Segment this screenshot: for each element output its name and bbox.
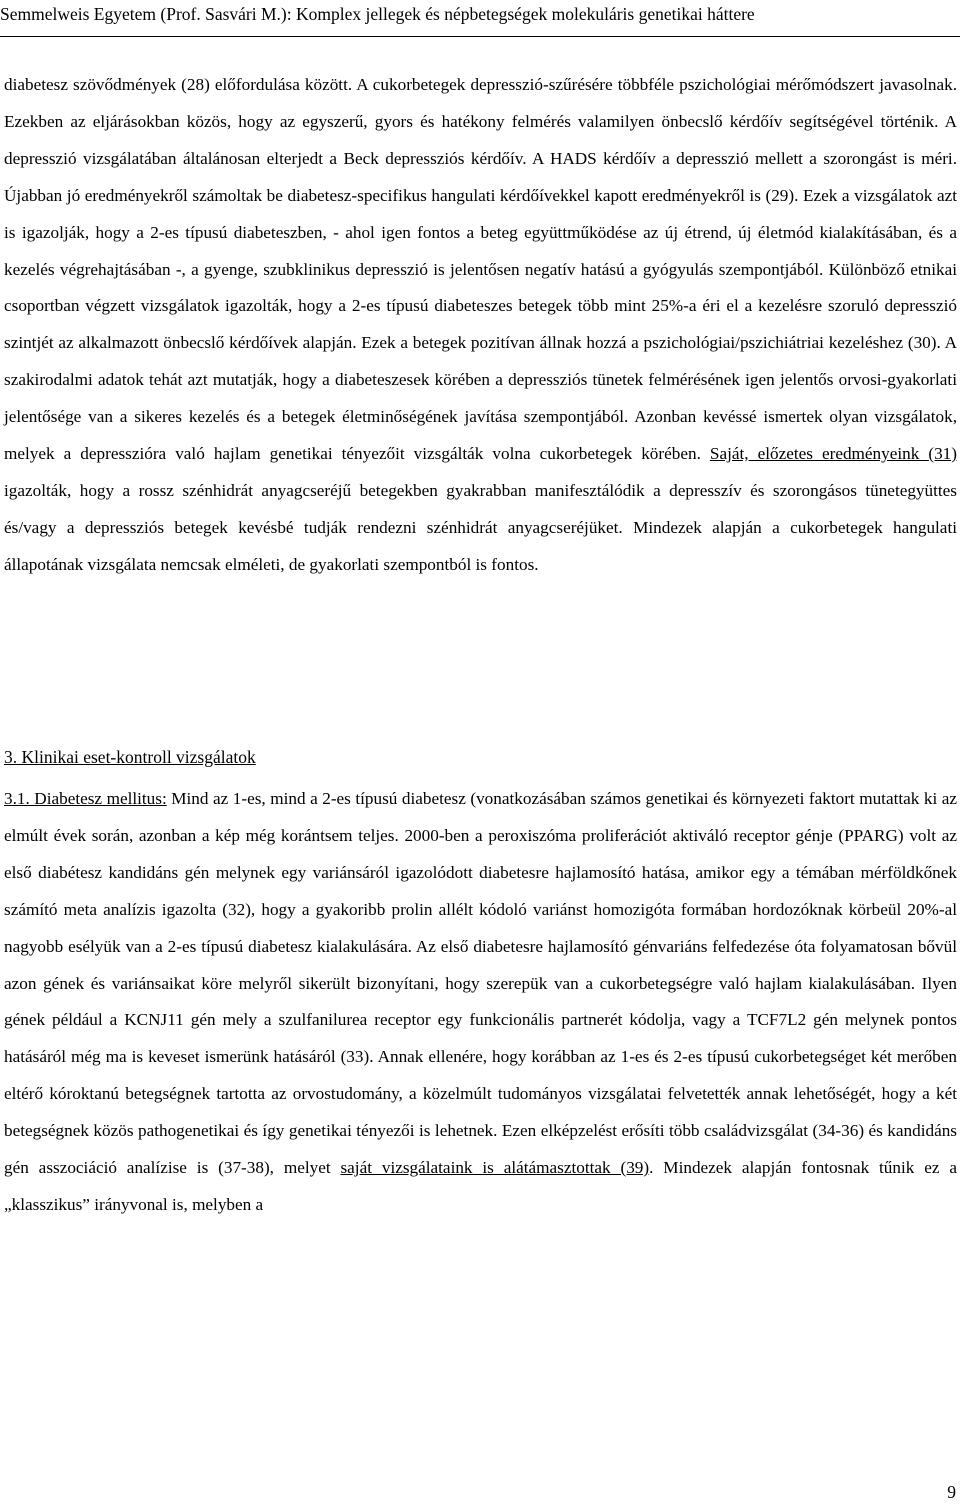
underlined-reference: saját vizsgálataink is alátámasztottak (39) (340, 1158, 650, 1178)
paragraph-text: Mind az 1-es, mind a 2-es típusú diabetesz (vonatkozásában számos genetikai és környezeti faktort mutattak ki az elmúlt évek során, azonban a kép még korántsem teljes. 2000-ben a peroxiszóma proliferációt aktiváló receptor génje (PPARG) volt az első diabétesz kandidáns gén melynek egy variánsáról igazolódott diabetesre hajlamosító hatása, amikor egy a témában mérföldkőnek számító meta analízis igazolta (32), hogy a gyakoribb prolin allélt kódoló variánst homozigóta formában hordozóknak körbeül 20%-al nagyobb esélyük van a 2-es típusú diabetesz kialakulására. Az első diabetesre hajlamosító génvariáns felfedezése óta folyamatosan bővül azon gének és variánsaikat köre melyről sikerült bizonyítani, hogy szerepük van a cukorbetegségre való hajlam kialakulásában. Ilyen gének például a KCNJ11 gén mely a szulfanilurea receptor egy funkcionális partnerét kódolja, vagy a TCF7L2 gén melynek pontos hatásáról még ma is keveset ismerünk hatásáról (33). Annak ellenére, hogy korábban az 1-es és 2-es típusú cukorbetegséget két merőben eltérő kóroktanú betegségnek tartotta az orvostudomány, a közelmúlt tudományos vizsgálatai felvetették annak lehetőségét, hogy a két betegségnek közös pathogenetikai és így genetikai tényezői is lehetnek. Ezen elképzelést erősíti több családvizsgálat (34-36) és kandidáns gén asszociáció analízise is (37-38), melyet (4, 789, 957, 1178)
running-header (0, 3, 960, 25)
paragraph-depression-screening (4, 67, 957, 584)
section-heading: 3. Klinikai eset-kontroll vizsgálatok (4, 747, 256, 767)
paragraph-diabetes-mellitus (4, 781, 957, 1224)
subsection-label: 3.1. Diabetesz mellitus: (4, 789, 167, 808)
header-rule (0, 36, 960, 37)
running-title: Semmelweis Egyetem (Prof. Sasvári M.): Komplex jellegek és népbetegségek molekuláris genetikai háttere (0, 4, 755, 24)
underlined-reference: Saját, előzetes eredményeink (31) (709, 444, 957, 464)
paragraph-text: igazolták, hogy a rossz szénhidrát anyagcseréjű betegekben gyakrabban manifesztálódik a depresszív és szorongásos tünetegyüttes és/vagy a depressziós betegek kevésbé tudják rendezni szénhidrát anyagcseréjüket. Mindezek alapján a cukorbetegek hangulati állapotának vizsgálata nemcsak elméleti, de gyakorlati szempontból is fontos. (4, 480, 957, 574)
page-number: 9 (947, 1482, 956, 1502)
paragraph-text: diabetesz szövődmények (28) előfordulása között. A cukorbetegek depresszió-szűrésére többféle pszichológiai mérőmódszert javasolnak. Ezekben az eljárásokban közös, hogy az egyszerű, gyors és hatékony felmérés valamilyen önbecslő kérdőív segítségével történik. A depresszió vizsgálatában általánosan elterjedt a Beck depressziós kérdőív. A HADS kérdőív a depresszió mellett a szorongást is méri. Újabban jó eredményekről számoltak be diabetesz-specifikus hangulati kérdőívekkel kapott eredményekről is (29). Ezek a vizsgálatok azt is igazolják, hogy a 2-es típusú diabeteszben, - ahol igen fontos a beteg együttműködése az új étrend, új életmód kialakításában, és a kezelés végrehajtásában -, a gyenge, szubklinikus depresszió is jelentősen negatív hatású a gyógyulás szempontjából. Különböző etnikai csoportban végzett vizsgálatok igazolták, hogy a 2-es típusú diabeteszes betegek több mint 25%-a éri el a kezelésre szoruló depresszió szintjét az alkalmazott önbecslő kérdőívek alapján. Ezek a betegek pozitívan állnak hozzá a pszichológiai/pszichiátriai kezeléshez (30). A szakirodalmi adatok tehát azt mutatják, hogy a diabeteszesek körében a depressziós tünetek felmérésének igen jelentős orvosi-gyakorlati jelentősége van a sikeres kezelés és a betegek életminőségének javítása szempontjából. Azonban kevéssé ismertek olyan vizsgálatok, melyek a depresszióra való hajlam genetikai tényezőit vizsgálták volna cukorbetegek körében. (4, 75, 957, 464)
paragraph-text: . Mindezek alapján fontosnak tűnik ez a „klasszikus” irányvonal is, melyben a (4, 1158, 957, 1214)
